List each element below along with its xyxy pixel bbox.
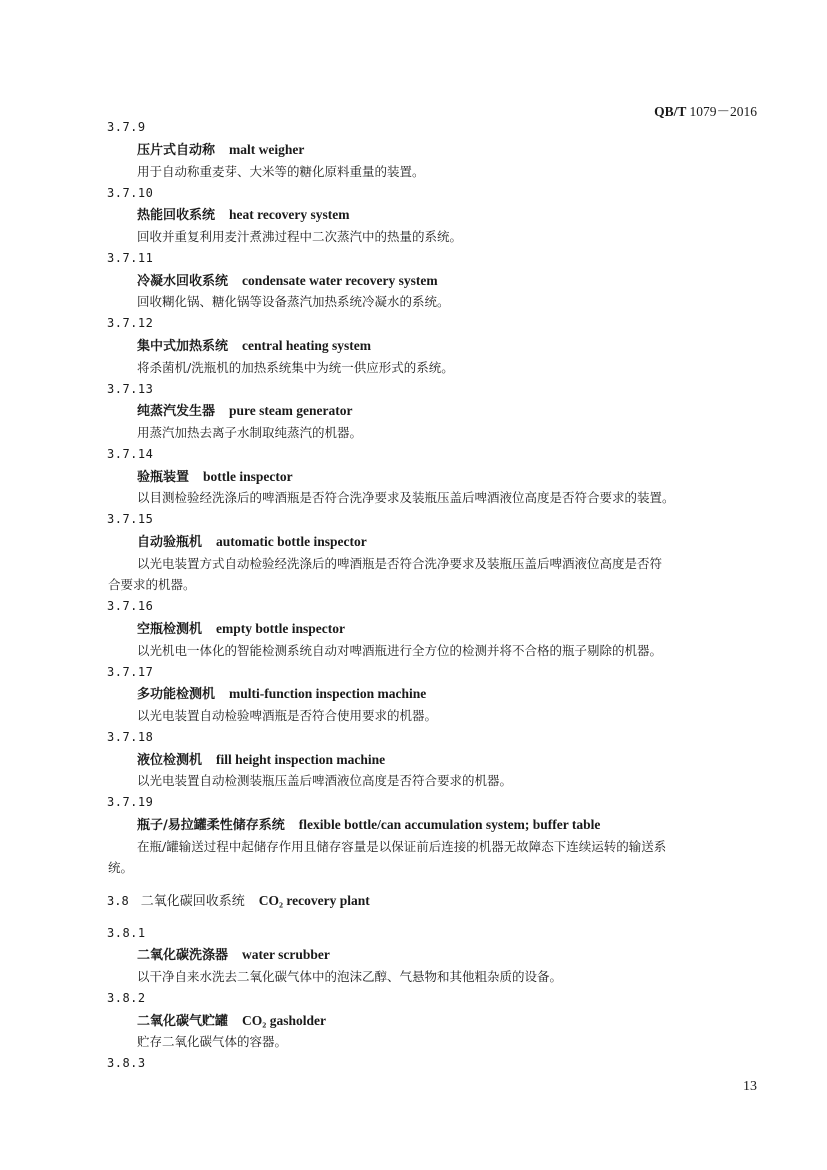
section-number: 3.8 [107,894,129,908]
clause-number: 3.7.9 [107,120,146,134]
standard-header [654,100,757,120]
term-en: fill height inspection machine [216,752,386,767]
clause-number: 3.7.19 [107,795,154,809]
term-en: condensate water recovery system [242,273,438,288]
term-definition: 回收糊化锅、糖化锅等设备蒸汽加热系统冷凝水的系统。 [137,294,450,309]
clause-number: 3.8.3 [107,1056,146,1070]
term-en: malt weigher [229,142,305,157]
term-definition: 以光机电一体化的智能检测系统自动对啤酒瓶进行全方位的检测并将不合格的瓶子剔除的机器。 [137,643,663,658]
term-definition: 贮存二氧化碳气体的容器。 [137,1034,288,1049]
term-definition: 以目测检验经洗涤后的啤酒瓶是否符合洗净要求及装瓶压盖后啤酒液位高度是否符合要求的装置。 [137,490,675,505]
term-definition: 以光电装置自动检测装瓶压盖后啤酒液位高度是否符合要求的机器。 [137,773,513,788]
term-definition: 以光电装置方式自动检验经洗涤后的啤酒瓶是否符合洗净要求及装瓶压盖后啤酒液位高度是否符 [137,556,663,571]
term-en: multi-function inspection machine [229,686,427,701]
term-en: central heating system [242,338,371,353]
term-definition-continued: 合要求的机器。 [108,577,196,592]
term-zh: 空瓶检测机 [137,622,203,637]
term-definition: 在瓶/罐输送过程中起储存作用且储存容量是以保证前后连接的机器无故障态下连续运转的输送系 [137,839,667,854]
section-title-zh: 二氧化碳回收系统 [140,894,245,909]
standard-code: QB/T [654,104,687,119]
term-definition: 回收并重复利用麦汁煮沸过程中二次蒸汽中的热量的系统。 [137,229,463,244]
term-definition: 将杀菌机/洗瓶机的加热系统集中为统一供应形式的系统。 [137,360,454,375]
clause-number: 3.7.10 [107,186,154,200]
term-zh: 验瓶装置 [137,470,190,485]
term-title [137,337,371,355]
term-en: pure steam generator [229,403,353,418]
term-en: bottle inspector [203,469,293,484]
clause-number: 3.8.1 [107,926,146,940]
standard-number: 1079－2016 [689,104,757,119]
clause-number: 3.7.11 [107,251,154,265]
term-en: empty bottle inspector [216,621,345,636]
term-definition: 以干净自来水洗去二氧化碳气体中的泡沫乙醇、气悬物和其他粗杂质的设备。 [137,969,563,984]
section-title-en: CO₂ recovery plant [258,893,370,908]
term-definition-continued: 统。 [108,860,134,875]
clause-number: 3.7.12 [107,316,154,330]
clause-number: 3.7.17 [107,665,154,679]
term-zh: 二氧化碳洗涤器 [137,948,229,963]
term-definition: 用蒸汽加热去离子水制取纯蒸汽的机器。 [137,425,363,440]
term-title [137,685,426,703]
term-title [137,206,349,224]
term-zh: 冷凝水回收系统 [137,274,229,289]
term-en: heat recovery system [229,207,350,222]
term-definition: 以光电装置自动检验啤酒瓶是否符合使用要求的机器。 [137,708,438,723]
clause-number: 3.7.16 [107,599,154,613]
term-zh: 自动验瓶机 [137,535,203,550]
clause-number: 3.7.18 [107,730,154,744]
clause-number: 3.8.2 [107,991,146,1005]
term-zh: 集中式加热系统 [137,339,229,354]
clause-number: 3.7.14 [107,447,154,461]
term-en: CO₂ gasholder [242,1013,326,1028]
clause-number: 3.7.13 [107,382,154,396]
term-title [137,751,385,769]
page-number: 13 [743,1079,757,1094]
term-zh: 纯蒸汽发生器 [137,404,216,419]
term-zh: 液位检测机 [137,753,203,768]
term-zh: 瓶子/易拉罐柔性储存系统 [137,818,285,833]
term-title [137,946,330,964]
clause-number: 3.7.15 [107,512,154,526]
term-zh: 热能回收系统 [137,208,216,223]
term-title [137,468,293,486]
term-zh: 多功能检测机 [137,687,216,702]
section-heading [107,892,370,910]
term-title [137,816,600,834]
term-title [137,533,367,551]
term-title [137,272,438,290]
term-zh: 二氧化碳气贮罐 [137,1014,229,1029]
term-title [137,141,304,159]
term-zh: 压片式自动称 [137,143,216,158]
term-title [137,620,345,638]
term-definition: 用于自动称重麦芽、大米等的糖化原料重量的装置。 [137,164,425,179]
term-title [137,402,352,420]
term-title [137,1012,326,1030]
term-en: automatic bottle inspector [216,534,367,549]
term-en: flexible bottle/can accumulation system; buffer table [298,817,601,832]
term-en: water scrubber [242,947,330,962]
